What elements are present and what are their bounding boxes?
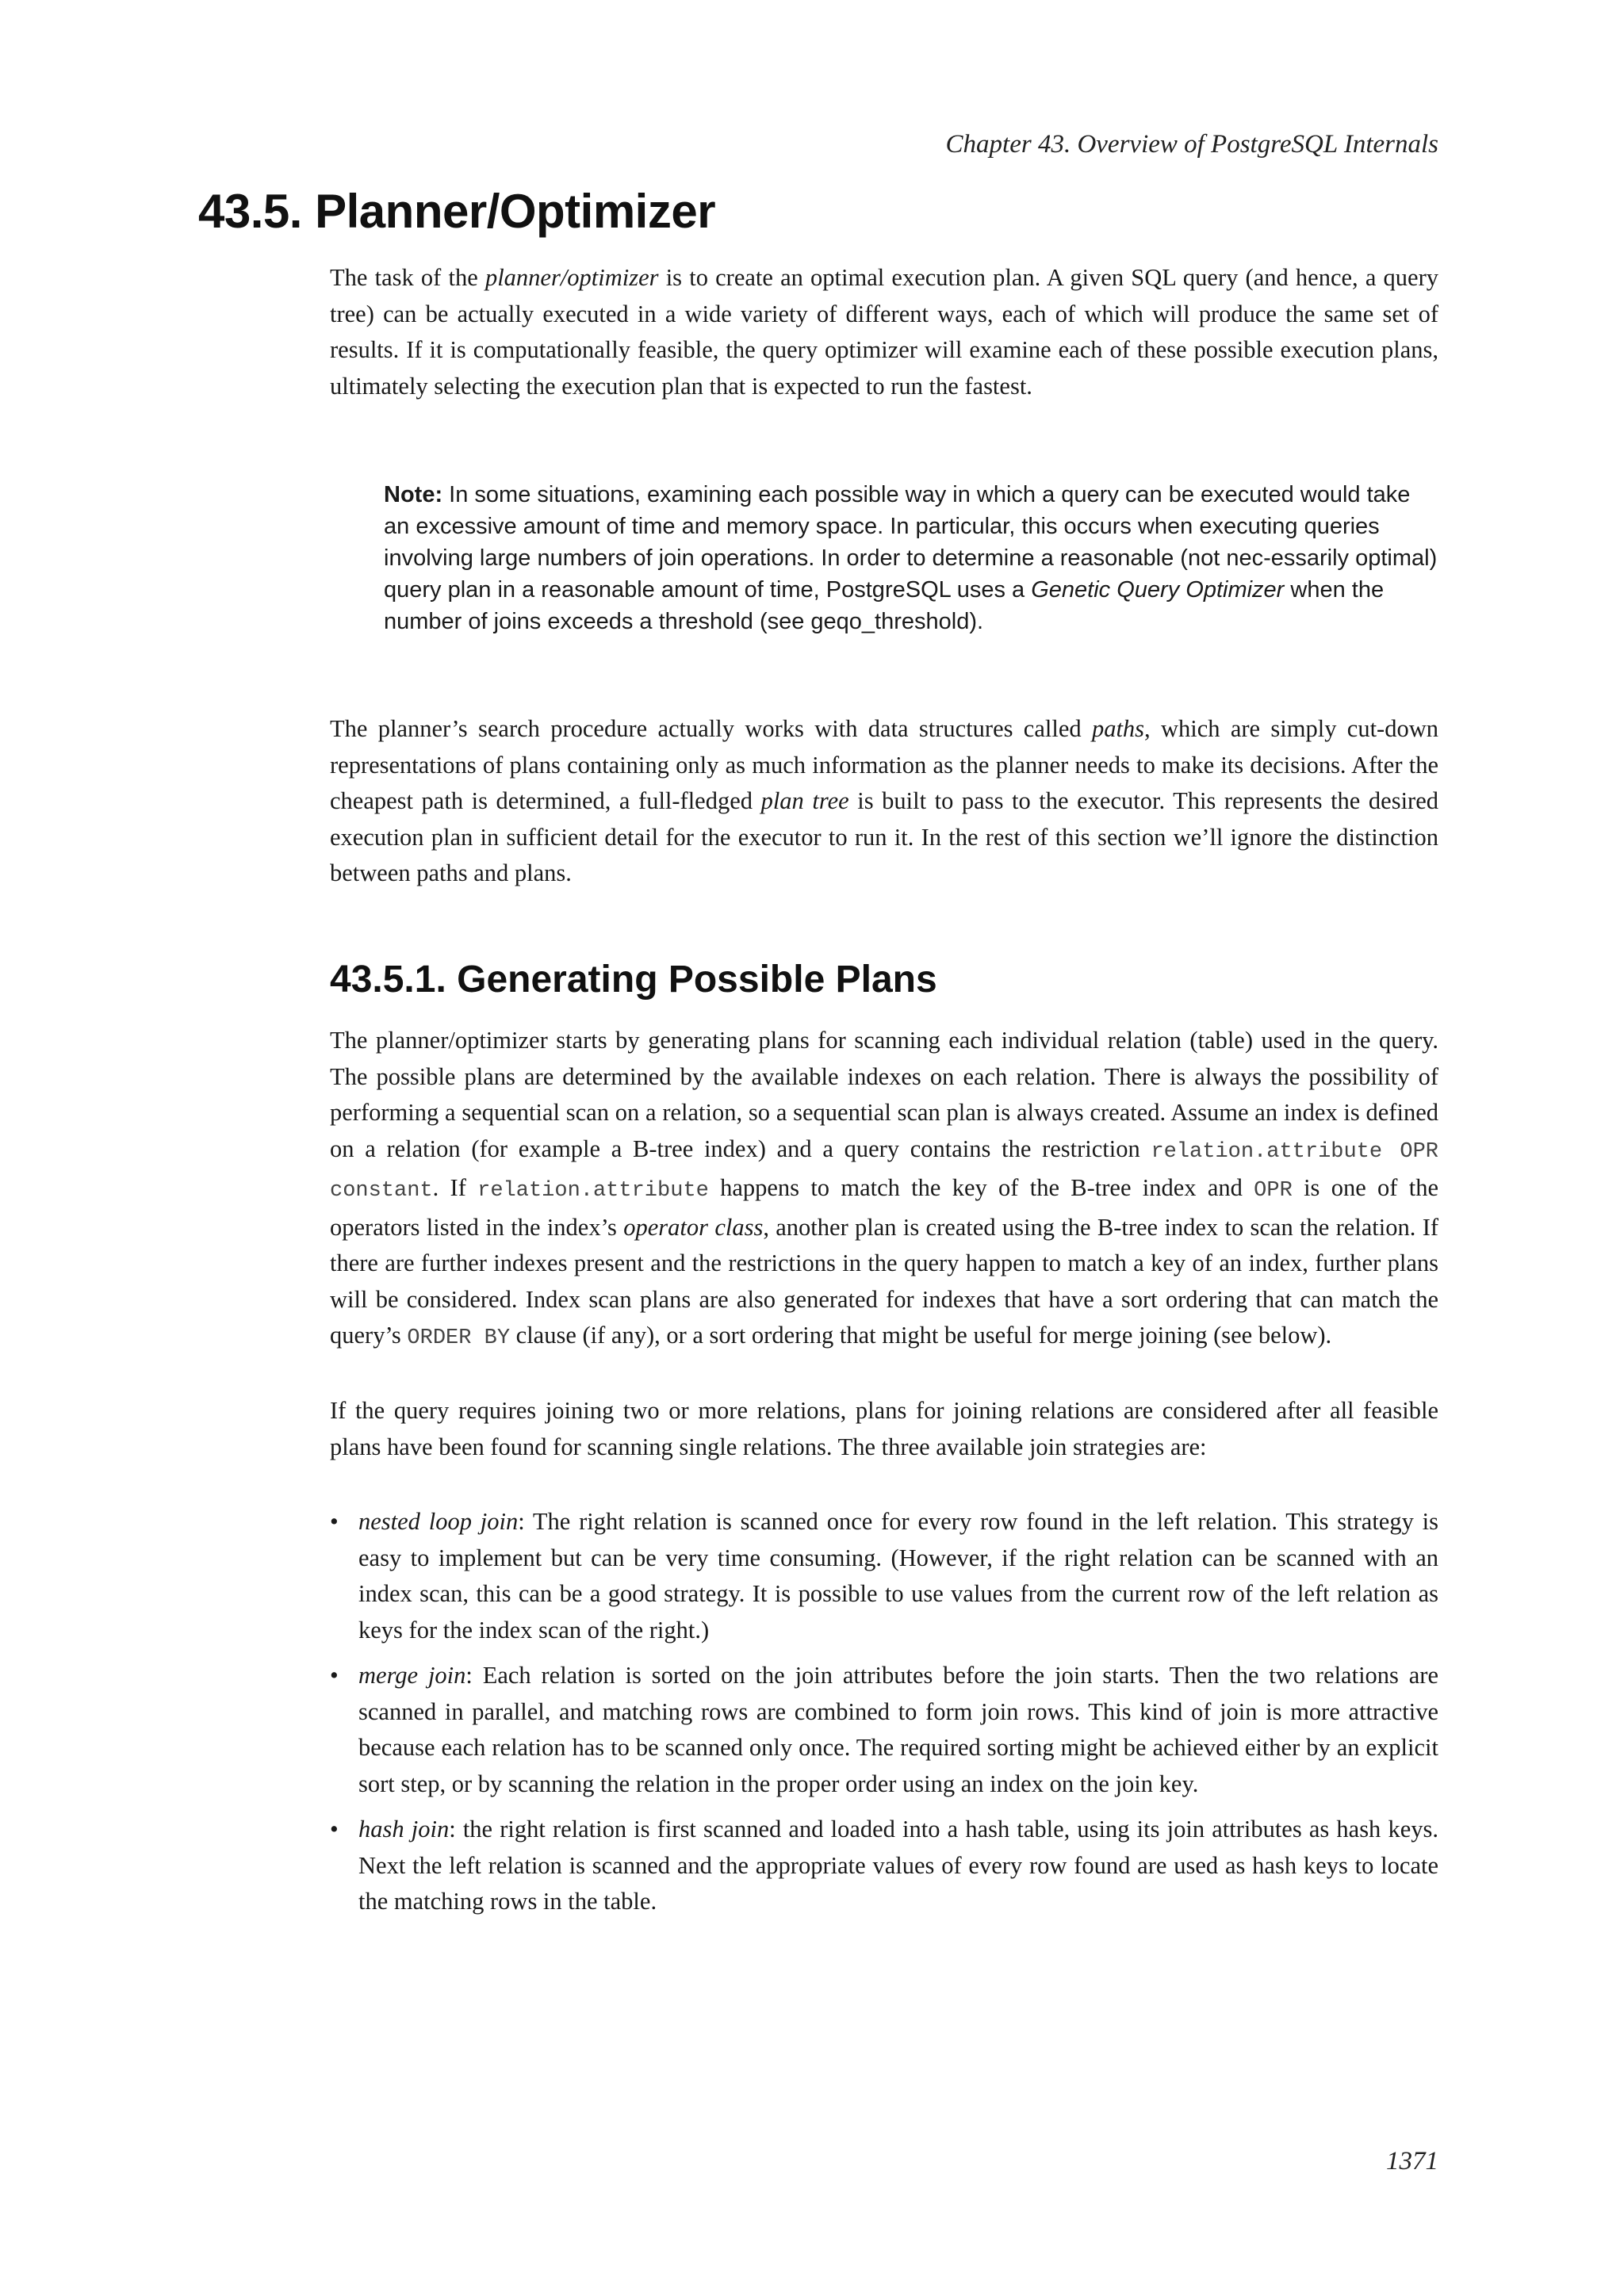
bullet-icon: • <box>330 1816 339 1843</box>
list-item: • merge join: Each relation is sorted on the join attributes before the join starts. Then the two relations are scanned in parallel, and matching rows are combined to form join rows. This kind of join is more attractive because each relation has to be scanned only once. The required sorting might be achieved either by an explicit sort step, or by scanning the relation in the proper order using an index on the join key. <box>330 1658 1438 1802</box>
bullet-icon: • <box>330 1662 339 1689</box>
note-box: Note: In some situations, examining each possible way in which a query can be executed would take an excessive amount of time and memory space. In particular, this occurs when executing queries involving large numbers of join operations. In order to determine a reasonable (not nec-essarily optimal) query plan in a reasonable amount of time, PostgreSQL uses a Genetic Query Optimizer when the number of joins exceeds a threshold (see geqo_threshold). <box>384 482 1438 634</box>
join-intro-paragraph: If the query requires joining two or more relations, plans for joining relations are considered after all feasible plans have been found for scanning single relations. The three available join strategies are: <box>330 1397 1438 1460</box>
code-opr: OPR <box>1254 1179 1293 1203</box>
term-merge-join: merge join <box>358 1662 466 1689</box>
term-operator-class: operator class <box>623 1213 764 1241</box>
plans-paragraph: The planner/optimizer starts by generating plans for scanning each individual relation (table) used in the query. The possible plans are determined by the available indexes on each relation. There is always the possibility of performing a sequential scan on a relation, so a sequential scan plan is always created. Assume an index is defined on a relation (for example a B-tree index) and a query contains the restriction relation.attribute OPR constant. If relation.attribute happens to match the key of the B-tree index and OPR is one of the operators listed in the index’s operator class, another plan is created using the B-tree index to scan the relation. If there are further indexes present and the restrictions in the query happen to match a key of an index, further plans will be considered. Index scan plans are also generated for indexes that have a sort ordering that can match the query’s ORDER BY clause (if any), or a sort ordering that might be useful for merge joining (see below). <box>330 1027 1439 1350</box>
paths-paragraph: The planner’s search procedure actually works with data structures called paths, which are simply cut-down representations of plans containing only as much information as the planner needs to make its decisions. After the cheapest path is determined, a full-fledged plan tree is built to pass to the executor. This represents the desired execution plan in sufficient detail for the executor to run it. In the rest of this section we’ll ignore the distinction between paths and plans. <box>330 715 1438 886</box>
code-relation-attribute: relation.attribute <box>477 1179 709 1203</box>
list-item: • hash join: the right relation is first scanned and loaded into a hash table, using its join attributes as hash keys. Next the left relation is scanned and the appropriate values of every row found are used as hash keys to locate the matching rows in the table. <box>330 1812 1438 1920</box>
bullet-icon: • <box>330 1508 339 1535</box>
intro-paragraph: The task of the planner/optimizer is to create an optimal execution plan. A given SQL query (and hence, a query tree) can be actually executed in a wide variety of different ways, each of which will produce the same set of results. If it is computationally feasible, the query optimizer will examine each of these possible execution plans, ultimately selecting the execution plan that is expected to run the fastest. <box>330 264 1438 400</box>
section-title: 43.5. Planner/Optimizer <box>198 185 716 238</box>
list-item: • nested loop join: The right relation is scanned once for every row found in the left relation. This strategy is easy to implement but can be very time consuming. (However, if the right relation can be scanned with an index scan, this can be a good strategy. It is possible to use values from the current row of the left relation as keys for the index scan of the right.) <box>330 1504 1438 1648</box>
running-header: Chapter 43. Overview of PostgreSQL Internals <box>945 130 1438 159</box>
term-genetic-query-optimizer: Genetic Query Optimizer <box>1031 577 1285 603</box>
note-label: Note: <box>384 482 443 507</box>
term-nested-loop-join: nested loop join <box>358 1508 519 1535</box>
subsection-title: 43.5.1. Generating Possible Plans <box>330 959 937 1001</box>
term-plan-tree: plan tree <box>760 787 849 814</box>
page-number: 1371 <box>1386 2147 1438 2175</box>
code-order-by: ORDER BY <box>407 1326 511 1350</box>
term-hash-join: hash join <box>358 1816 450 1843</box>
term-planner-optimizer: planner/optimizer <box>485 264 659 291</box>
code-restriction: relation.attribute OPR constant <box>330 1139 1438 1203</box>
join-strategy-list <box>330 1504 1438 1930</box>
term-paths: paths <box>1091 715 1145 742</box>
